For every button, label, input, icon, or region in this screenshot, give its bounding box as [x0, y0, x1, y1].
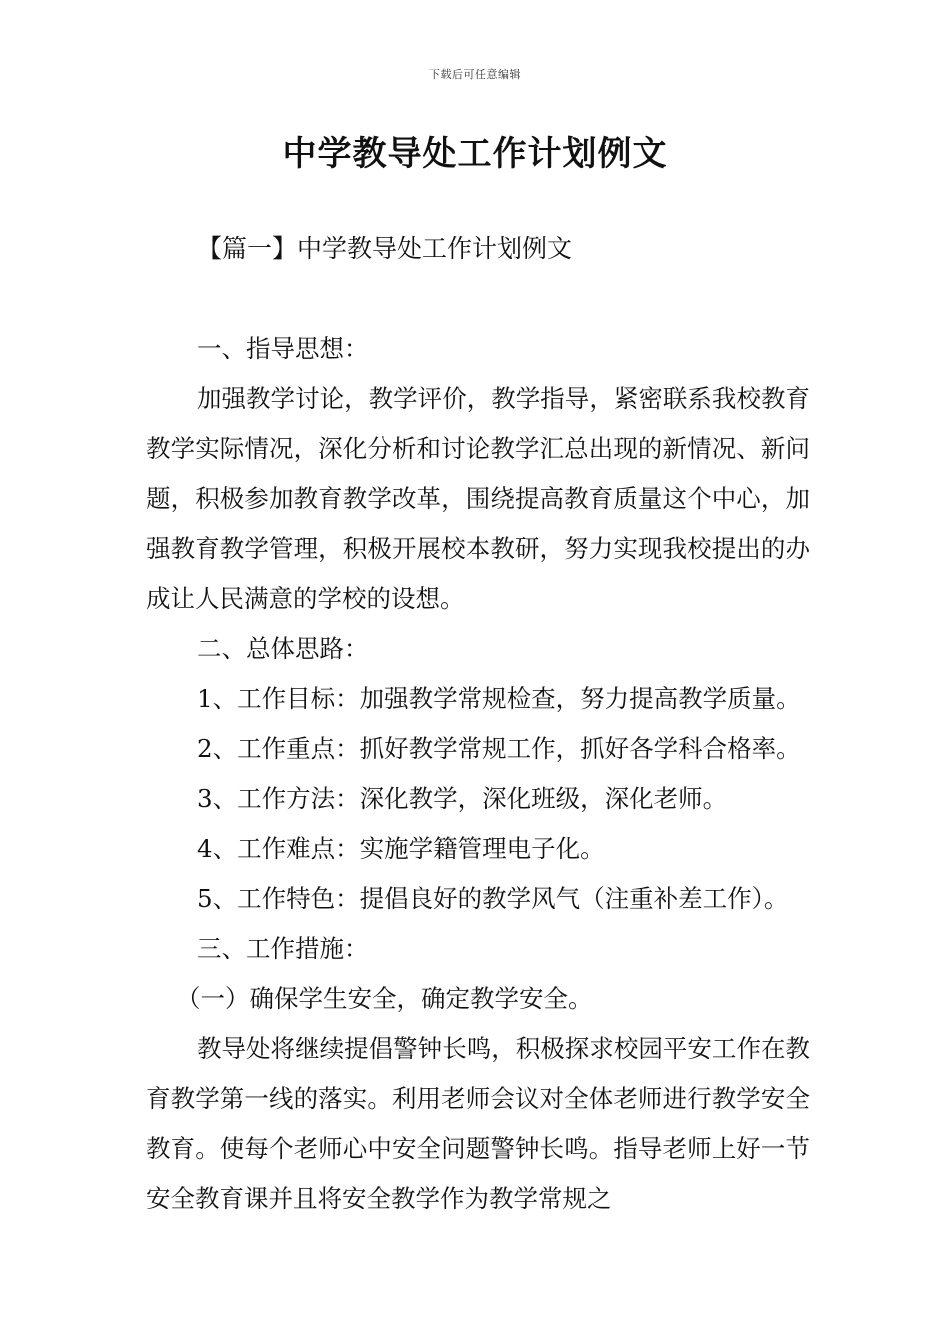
subheading-student-safety: （一）确保学生安全，确定教学安全。 — [176, 984, 593, 1013]
paragraph-safety-measures: 教导处将继续提倡警钟长鸣，积极探求校园平安工作在教育教学第一线的落实。利用老师会议对全体老师进行教学安全教育。使每个老师心中安全问题警钟长鸣。指导老师上好一节安全教育课并且将安全教学作为教学常规之 — [146, 1034, 810, 1213]
list-item-work-method: 3、工作方法：深化教学，深化班级，深化老师。 — [197, 784, 728, 813]
section-title: 【篇一】中学教导处工作计划例文 — [197, 234, 573, 263]
document-title: 中学教导处工作计划例文 — [282, 134, 668, 174]
header-note: 下载后可任意编辑 — [429, 68, 521, 81]
list-item-work-difficulty: 4、工作难点：实施学籍管理电子化。 — [197, 834, 605, 863]
paragraph-guiding-ideology: 加强教学讨论，教学评价，教学指导，紧密联系我校教育教学实际情况，深化分析和讨论教学汇总出现的新情况、新问题，积极参加教育教学改革，围绕提高教育质量这个中心，加强教育教学管理，积极开展校本教研，努力实现我校提出的办成让人民满意的学校的设想。 — [146, 384, 810, 613]
heading-guiding-ideology: 一、指导思想： — [197, 334, 369, 363]
heading-overall-approach: 二、总体思路： — [197, 634, 369, 663]
list-item-work-focus: 2、工作重点：抓好教学常规工作，抓好各学科合格率。 — [197, 734, 801, 763]
list-item-work-goal: 1、工作目标：加强教学常规检查，努力提高教学质量。 — [197, 684, 801, 713]
heading-work-measures: 三、工作措施： — [197, 934, 369, 963]
document-body — [146, 324, 810, 1224]
list-item-work-feature: 5、工作特色：提倡良好的教学风气（注重补差工作）。 — [197, 884, 789, 913]
